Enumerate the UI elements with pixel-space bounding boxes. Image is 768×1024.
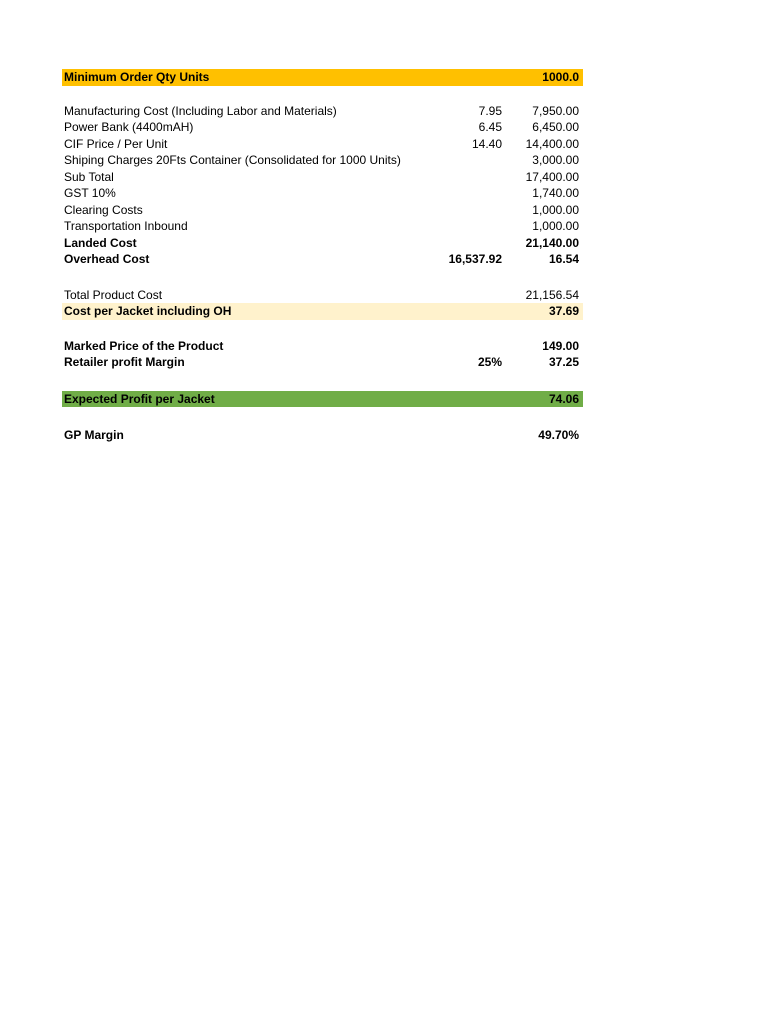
- cost-total: 1,000.00: [532, 219, 579, 233]
- retailer-margin-percent: 25%: [477, 355, 502, 369]
- retailer-margin-total: 37.25: [548, 355, 579, 369]
- cost-row-power-bank: [62, 119, 583, 136]
- cost-row-cif-price: [62, 136, 583, 153]
- cost-per-jacket-total: 37.69: [548, 304, 579, 318]
- cost-label: Power Bank (4400mAH): [64, 120, 194, 134]
- min-order-label: Minimum Order Qty Units: [64, 70, 210, 84]
- cost-label: Sub Total: [64, 169, 114, 184]
- cost-row-sub-total: [62, 169, 583, 186]
- expected-profit-row: [62, 391, 583, 408]
- gp-margin-row: [62, 427, 583, 444]
- overhead-cost-unit: 16,537.92: [448, 252, 502, 266]
- cost-row-clearing: [62, 202, 583, 219]
- cost-label: Shiping Charges 20Fts Container (Consolidated for 1000 Units): [64, 153, 401, 167]
- overhead-cost-label: Overhead Cost: [64, 252, 150, 266]
- cost-per-jacket-row: [62, 303, 583, 320]
- total-product-cost-row: [62, 287, 583, 304]
- cost-total: 1,000.00: [532, 202, 579, 217]
- cost-row-shipping: [62, 152, 583, 169]
- marked-price-label: Marked Price of the Product: [64, 338, 224, 353]
- cost-sheet: [62, 69, 583, 444]
- gp-margin-label: GP Margin: [64, 428, 124, 442]
- cost-total: 17,400.00: [525, 169, 579, 184]
- landed-cost-row: [62, 235, 583, 252]
- spacer: [62, 407, 583, 427]
- overhead-cost-total: 16.54: [548, 252, 579, 266]
- overhead-cost-row: [62, 251, 583, 268]
- cost-row-manufacturing: [62, 103, 583, 120]
- spacer: [62, 320, 583, 338]
- expected-profit-total: 74.06: [548, 391, 579, 406]
- marked-price-total: 149.00: [542, 338, 579, 353]
- landed-cost-total: 21,140.00: [525, 235, 579, 250]
- total-product-cost-total: 21,156.54: [525, 287, 579, 302]
- min-order-value: 1000.0: [542, 70, 579, 84]
- cost-total: 6,450.00: [532, 120, 579, 134]
- cost-label: Clearing Costs: [64, 202, 143, 217]
- cost-unit: 6.45: [478, 120, 502, 134]
- cost-label: GST 10%: [64, 186, 116, 200]
- cost-row-transport: [62, 218, 583, 235]
- marked-price-row: [62, 338, 583, 355]
- landed-cost-label: Landed Cost: [64, 235, 137, 250]
- spacer: [62, 268, 583, 287]
- cost-label: Manufacturing Cost (Including Labor and Materials): [64, 103, 337, 118]
- cost-row-gst: [62, 185, 583, 202]
- cost-label: CIF Price / Per Unit: [64, 136, 168, 151]
- cost-label: Transportation Inbound: [64, 219, 188, 233]
- cost-total: 3,000.00: [532, 153, 579, 167]
- min-order-row: [62, 69, 583, 86]
- cost-total: 7,950.00: [532, 103, 579, 118]
- total-product-cost-label: Total Product Cost: [64, 287, 163, 302]
- cost-total: 1,740.00: [532, 186, 579, 200]
- spacer: [62, 86, 583, 103]
- retailer-margin-row: [62, 354, 583, 371]
- spacer: [62, 371, 583, 391]
- cost-unit: 14.40: [471, 136, 502, 151]
- gp-margin-value: 49.70%: [538, 428, 579, 442]
- cost-unit: 7.95: [478, 103, 502, 118]
- cost-per-jacket-label: Cost per Jacket including OH: [64, 304, 232, 318]
- retailer-margin-label: Retailer profit Margin: [64, 355, 185, 369]
- cost-total: 14,400.00: [525, 136, 579, 151]
- expected-profit-label: Expected Profit per Jacket: [64, 391, 215, 406]
